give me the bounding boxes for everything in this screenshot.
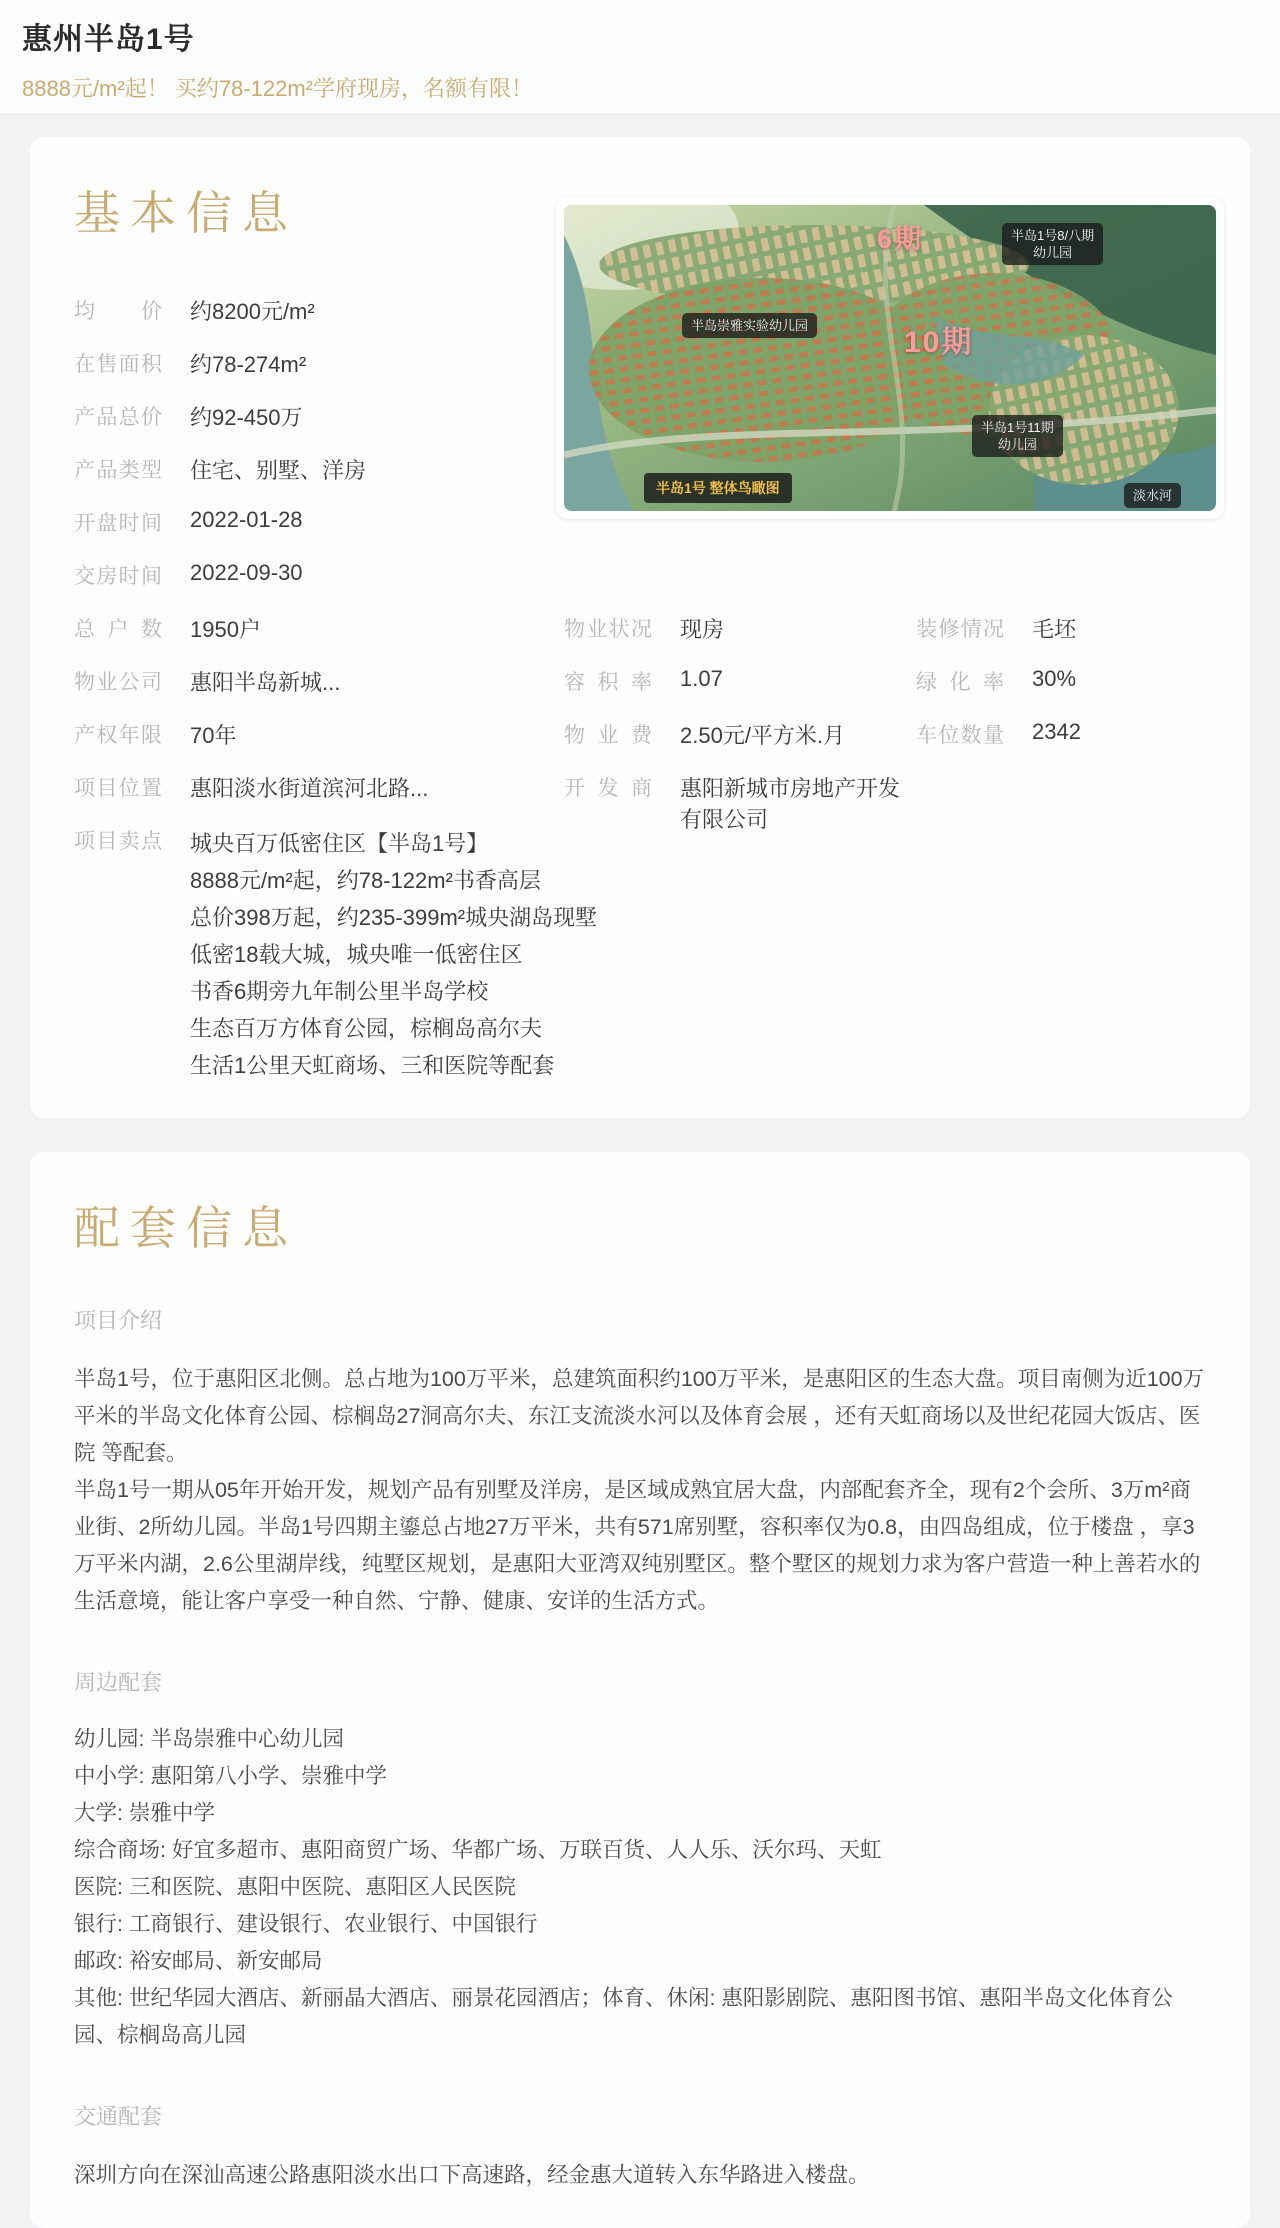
info-value: 1.07	[680, 666, 723, 691]
info-label: 物业公司	[74, 671, 162, 694]
selling-point-line: 书香6期旁九年制公里半岛学校	[190, 979, 489, 1004]
info-label: 产权年限	[74, 724, 162, 747]
page-title: 惠州半岛1号	[22, 23, 195, 56]
transport-heading: 交通配套	[74, 2104, 163, 2129]
info-label: 装修情况	[916, 618, 1004, 641]
grid-row-3	[74, 719, 1224, 772]
grid-row-2	[74, 666, 1224, 719]
selling-point-line: 城央百万低密住区【半岛1号】	[190, 831, 489, 856]
info-label: 绿化率	[916, 671, 1004, 694]
info-value: 30%	[1032, 666, 1077, 691]
cell-greening-rate	[916, 666, 1224, 719]
selling-point-line: 总价398万起，约235-399m²城央湖岛现墅	[190, 905, 598, 930]
info-label: 在售面积	[74, 353, 162, 376]
basic-info-card	[30, 137, 1250, 1118]
nearby-line-schools: 中小学: 惠阳第八小学、崇雅中学	[74, 1764, 387, 1788]
info-label: 物业状况	[564, 618, 652, 641]
info-value: 2022-09-30	[190, 560, 303, 585]
nearby-line-kindergarten: 幼儿园: 半岛崇雅中心幼儿园	[74, 1727, 344, 1751]
kindergarten-11-badge	[972, 415, 1063, 457]
info-label: 物业费	[564, 724, 652, 747]
page-subtitle: 8888元/m²起！ 买约78-122m²学府现房，名额有限！	[22, 76, 533, 101]
nearby-line-others: 其他: 世纪华园大酒店、新丽晶大酒店、丽景花园酒店；体育、休闲: 惠阳影剧院、惠阳图书馆、惠阳半岛文化体育公园、棕榈岛高儿园	[74, 1986, 1173, 2047]
info-label: 容积率	[564, 671, 652, 694]
info-value: 约92-450万	[190, 405, 303, 430]
info-label: 项目位置	[74, 777, 162, 800]
hero-aerial-image[interactable]	[564, 205, 1216, 511]
info-value: 现房	[680, 617, 725, 642]
info-label: 总户数	[74, 618, 162, 641]
selling-point-line: 8888元/m²起，约78-122m²书香高层	[190, 868, 541, 893]
info-label: 交房时间	[74, 565, 162, 588]
info-row-delivery-date	[74, 560, 554, 613]
cell-property-company	[74, 666, 564, 719]
info-value: 2342	[1032, 719, 1081, 744]
page-header	[0, 0, 1280, 113]
info-label: 车位数量	[916, 724, 1004, 747]
basic-info-grid	[74, 613, 1224, 832]
cell-decoration	[916, 613, 1224, 666]
intro-heading: 项目介绍	[74, 1308, 163, 1333]
selling-point-line: 低密18载大城，城央唯一低密住区	[190, 942, 523, 967]
kindergarten-8-badge	[1002, 223, 1103, 265]
info-label: 项目卖点	[74, 830, 162, 853]
cell-location	[74, 772, 564, 825]
intro-paragraphs	[74, 1361, 1206, 1620]
selling-point-line: 生活1公里天虹商场、三和医院等配套	[190, 1053, 555, 1078]
facilities-section-title: 配套信息	[74, 1202, 298, 1254]
selling-points-row	[74, 825, 1224, 1084]
chongya-kindergarten-badge: 半岛崇雅实验幼儿园	[682, 313, 817, 338]
kindergarten-8-line2: 幼儿园	[1033, 245, 1073, 260]
selling-points-lines	[190, 825, 597, 1084]
nearby-line-university: 大学: 崇雅中学	[74, 1801, 215, 1825]
cell-tenure	[74, 719, 564, 772]
basic-info-section-title: 基本信息	[74, 187, 298, 239]
nearby-line-post: 邮政: 裕安邮局、新安邮局	[74, 1949, 323, 1973]
nearby-line-malls: 综合商场: 好宜多超市、惠阳商贸广场、华都广场、万联百货、人人乐、沃尔玛、天虹	[74, 1838, 882, 1862]
intro-paragraph-2: 半岛1号一期从05年开始开发，规划产品有别墅及洋房，是区域成熟宜居大盘，内部配套齐全，现有2个会所、3万m²商业街、2所幼儿园。半岛1号四期主鎏总占地27万平米，共有571席别墅，容积率仅为0.8，由四岛组成，位于楼盘 ，享3万平米内湖，2.6公里湖岸线，纯墅区规划，是惠阳大亚湾双纯别墅区。整个墅区的规划力求为客户营造一种上善若水的生活意境，能让客户享受一种自然、宁静、健康、安详的生活方式。	[74, 1478, 1201, 1613]
phase-10-label: 10期	[904, 326, 974, 359]
info-value: 70年	[190, 723, 237, 748]
info-value: 惠阳半岛新城...	[190, 670, 341, 695]
selling-point-line: 生态百万方体育公园，棕榈岛高尔夫	[190, 1016, 543, 1041]
nearby-list	[74, 1721, 1206, 2054]
cell-households	[74, 613, 564, 666]
info-value: 2022-01-28	[190, 507, 303, 532]
info-value: 2.50元/平方米.月	[680, 723, 846, 748]
info-value: 毛坯	[1032, 617, 1077, 642]
hero-image-frame	[556, 197, 1224, 519]
info-row-area	[74, 348, 554, 401]
phase-6-label: 6期	[877, 224, 924, 254]
cell-property-status	[564, 613, 916, 666]
nearby-line-banks: 银行: 工商银行、建设银行、农业银行、中国银行	[74, 1912, 538, 1936]
facilities-card	[30, 1152, 1250, 2228]
nearby-heading: 周边配套	[74, 1670, 163, 1695]
info-row-opening-date	[74, 507, 554, 560]
info-row-avg-price	[74, 295, 554, 348]
aerial-caption-badge: 半岛1号 整体鸟瞰图	[644, 473, 792, 503]
cell-plot-ratio	[564, 666, 916, 719]
basic-info-left-rows	[74, 295, 554, 613]
cell-developer	[564, 772, 916, 832]
info-label: 产品类型	[74, 459, 162, 482]
kindergarten-11-line2: 幼儿园	[997, 437, 1037, 452]
info-value: 住宅、别墅、洋房	[190, 458, 367, 483]
intro-paragraph-1: 半岛1号，位于惠阳区北侧。总占地为100万平米，总建筑面积约100万平米，是惠阳区的生态大盘。项目南侧为近100万平米的半岛文化体育公园、棕榈岛27洞高尔夫、东江支流淡水河以及体育会展 ，还有天虹商场以及世纪花园大饭店、医院 等配套。	[74, 1367, 1205, 1465]
info-value: 1950户	[190, 617, 261, 642]
info-label: 开盘时间	[74, 512, 162, 535]
transport-text: 深圳方向在深汕高速公路惠阳淡水出口下高速路，经金惠大道转入东华路进入楼盘。	[74, 2163, 870, 2187]
info-label: 产品总价	[74, 406, 162, 429]
grid-row-1	[74, 613, 1224, 666]
grid-row-4	[74, 772, 1224, 832]
info-label: 开发商	[564, 777, 652, 800]
cell-property-fee	[564, 719, 916, 772]
kindergarten-8-line1: 半岛1号8/八期	[1011, 228, 1095, 243]
info-value: 约8200元/m²	[190, 299, 315, 324]
cell-parking-count	[916, 719, 1224, 772]
info-row-product-type	[74, 454, 554, 507]
kindergarten-11-line1: 半岛1号11期	[981, 420, 1054, 435]
info-row-total-price	[74, 401, 554, 454]
river-badge: 淡水河	[1124, 483, 1181, 508]
info-value: 约78-274m²	[190, 352, 307, 377]
info-label: 均价	[74, 300, 162, 323]
nearby-line-hospitals: 医院: 三和医院、惠阳中医院、惠阳区人民医院	[74, 1875, 516, 1899]
info-value: 惠阳新城市房地产开发有限公司	[680, 776, 901, 832]
info-value: 惠阳淡水街道滨河北路...	[190, 776, 429, 801]
